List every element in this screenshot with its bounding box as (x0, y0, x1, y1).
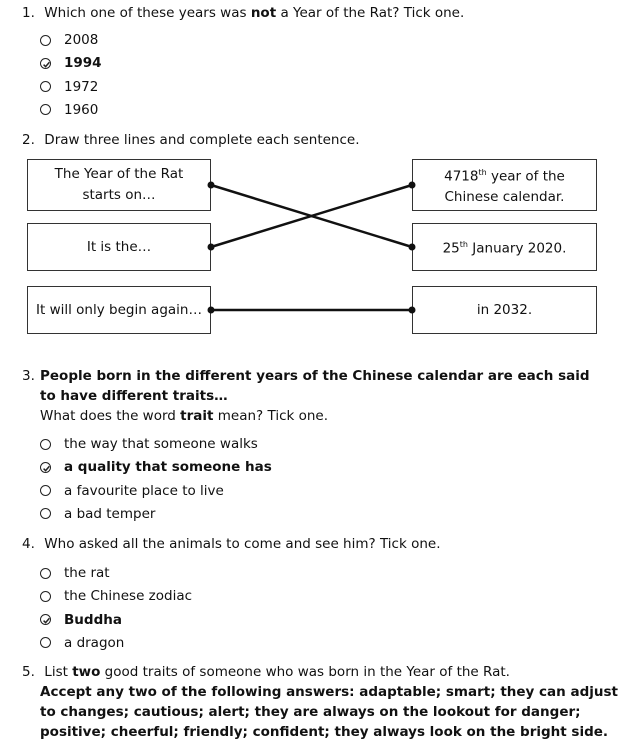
match-dot (208, 244, 215, 251)
option-label: a quality that someone has (64, 459, 272, 476)
left-box-text: It is the… (86, 238, 152, 255)
question-prompt: People born in the different years of the Chinese calendar are each said to have different traits… (40, 368, 590, 404)
radio-icon[interactable] (40, 637, 51, 648)
question-number: 4. (22, 536, 35, 552)
option-label: Buddha (64, 611, 122, 628)
right-box-text: in 2032. (476, 301, 533, 318)
question-4 (22, 534, 441, 554)
option-q3-1[interactable] (40, 457, 272, 477)
question-emphasis: two (72, 664, 101, 680)
question-emphasis: trait (180, 408, 214, 424)
option-label: a favourite place to live (64, 482, 224, 499)
question-5 (22, 662, 510, 682)
question-emphasis: not (250, 5, 277, 21)
radio-icon[interactable] (40, 439, 51, 450)
radio-checked-icon[interactable] (40, 614, 51, 625)
question-number: 2. (22, 132, 35, 148)
question-text: Draw three lines and complete each sentence. (44, 132, 360, 148)
option-label: 1972 (64, 78, 99, 95)
question-text: Who asked all the animals to come and see him? Tick one. (44, 536, 441, 552)
match-dot (208, 307, 215, 314)
radio-icon[interactable] (40, 508, 51, 519)
option-label: the Chinese zodiac (64, 588, 193, 605)
option-q4-3[interactable] (40, 633, 124, 653)
option-label: 1994 (64, 55, 102, 72)
question-3-instruction (40, 406, 328, 426)
question-text: good traits of someone who was born in the Year of the Rat. (100, 664, 510, 680)
left-box-text: It will only begin again… (36, 301, 202, 318)
option-q3-3[interactable] (40, 504, 155, 524)
question-number: 5. (22, 664, 35, 680)
radio-icon[interactable] (40, 485, 51, 496)
option-q4-0[interactable] (40, 563, 110, 583)
radio-icon[interactable] (40, 591, 51, 602)
question-text: What does the word (40, 408, 181, 424)
question-text: mean? Tick one. (213, 408, 329, 424)
right-box-text: 4718th year of the Chinese calendar. (444, 167, 565, 206)
question-3 (22, 366, 602, 406)
match-dot (409, 307, 416, 314)
match-dot (409, 182, 416, 189)
question-text: Which one of these years was (44, 5, 251, 21)
option-label: a bad temper (64, 505, 156, 522)
question-text: a Year of the Rat? Tick one. (276, 5, 465, 21)
match-dot (208, 182, 215, 189)
option-q3-0[interactable] (40, 434, 258, 454)
option-q3-2[interactable] (40, 481, 224, 501)
option-label: the way that someone walks (64, 436, 258, 452)
option-label: the rat (64, 565, 110, 581)
question-text: List (44, 664, 73, 680)
option-label: a dragon (64, 634, 125, 651)
left-box-text: The Year of the Rat starts on… (54, 166, 184, 203)
match-dot (409, 244, 416, 251)
option-label: 1960 (64, 101, 99, 118)
right-box-text: 25th January 2020. (442, 240, 567, 257)
answer-text: Accept any two of the following answers: adaptable; smart; they can adjust to changes; cautious; alert; they are always on the lookout for danger; positive; cheerful; friendly; confident; they always look on the bright side. (40, 684, 618, 740)
radio-icon[interactable] (40, 568, 51, 579)
question-number: 3. (22, 368, 35, 384)
option-label: 2008 (64, 32, 99, 48)
option-q4-1[interactable] (40, 586, 192, 606)
radio-checked-icon[interactable] (40, 462, 51, 473)
question-number: 1. (22, 5, 35, 21)
option-q4-2[interactable] (40, 610, 122, 630)
